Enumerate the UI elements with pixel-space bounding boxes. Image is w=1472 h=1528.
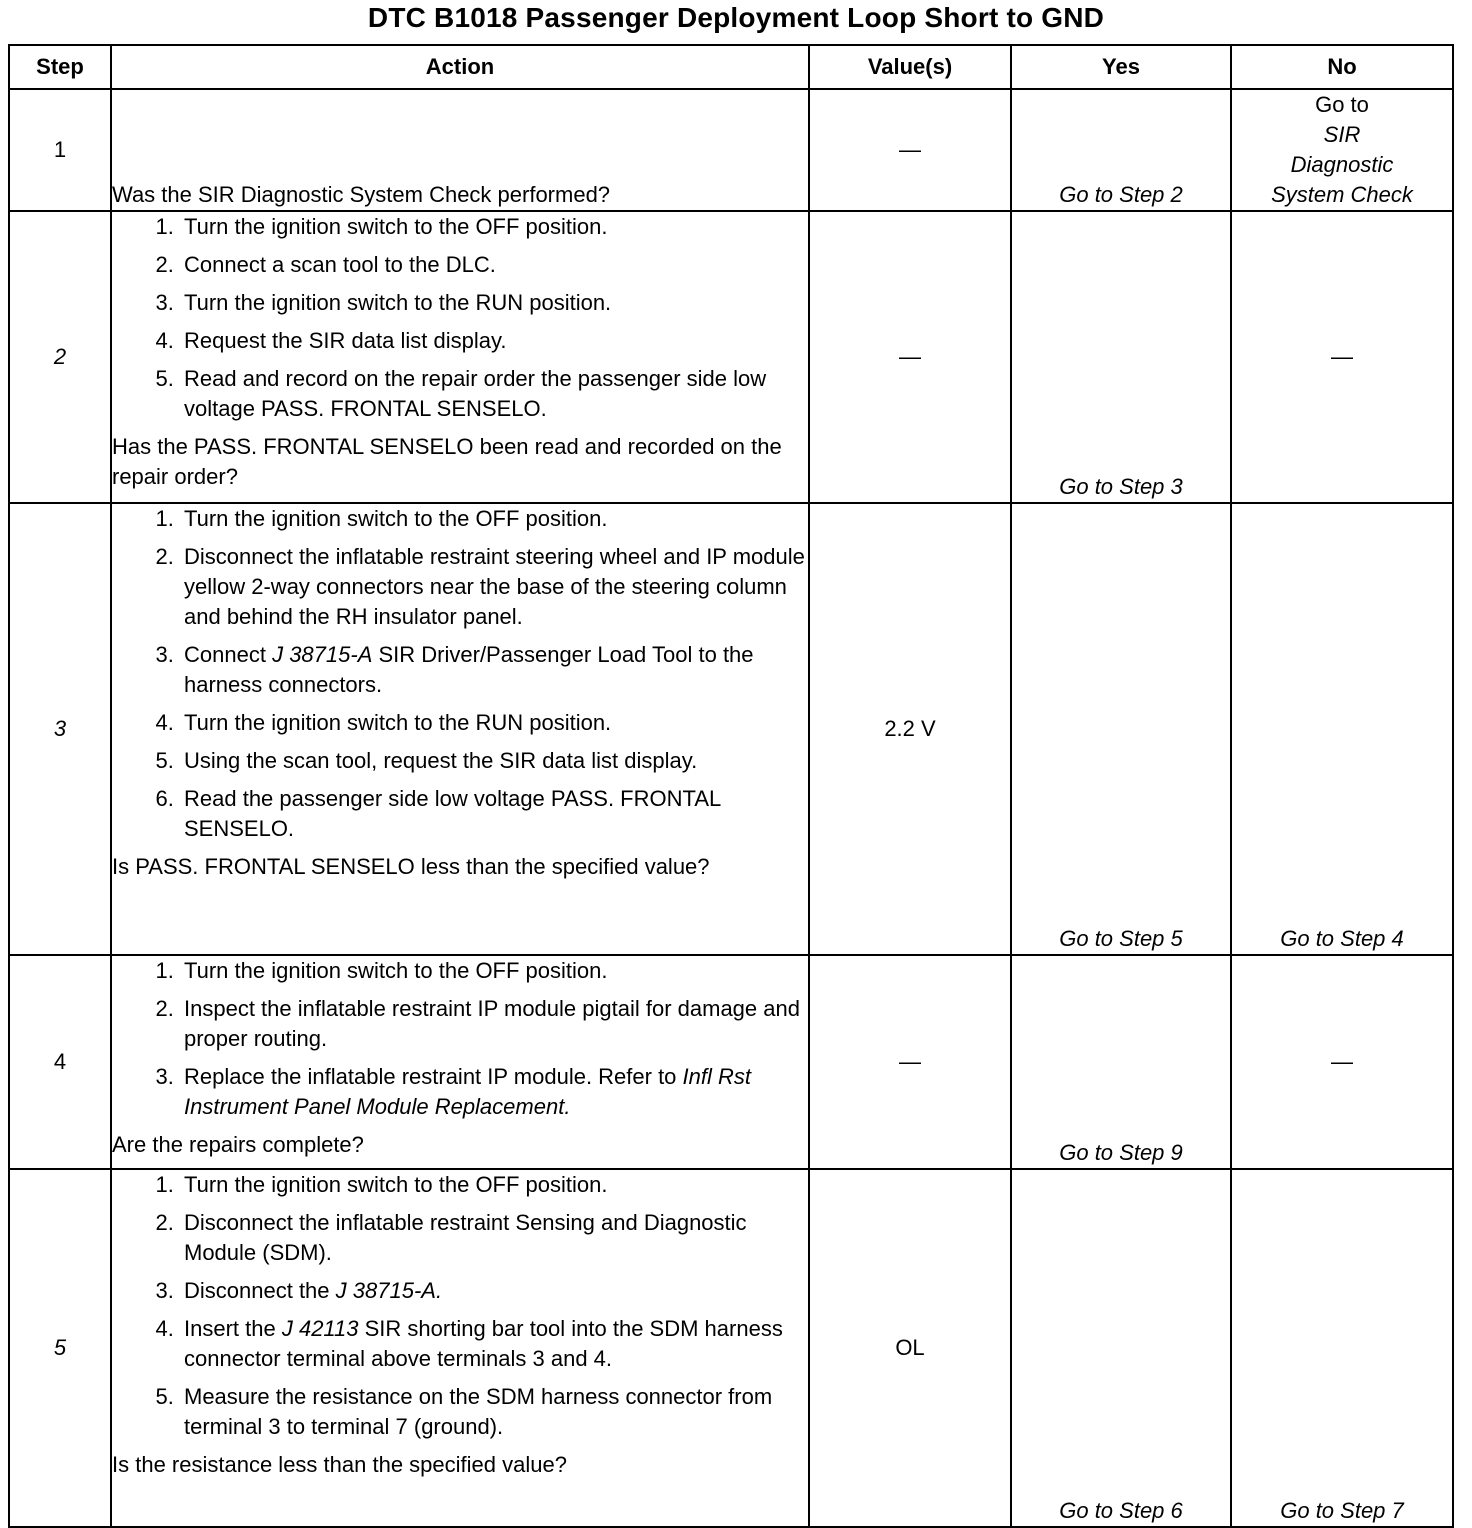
action-text: Disconnect the <box>184 1278 330 1303</box>
action-cell <box>111 955 809 1169</box>
tool-reference: J 42113 <box>281 1316 359 1341</box>
action-step: 2. Inspect the inflatable restraint IP module pigtail for damage and proper routing. <box>180 994 808 1054</box>
no-prefix: Go to <box>1315 92 1369 117</box>
action-steps <box>112 1170 808 1442</box>
action-step: 1. Turn the ignition switch to the OFF position. <box>180 212 808 242</box>
action-step: 5. Read and record on the repair order the passenger side low voltage PASS. FRONTAL SENSELO. <box>180 364 808 424</box>
question-text: Was the SIR Diagnostic System Check performed? <box>112 182 611 207</box>
table-row <box>9 503 1453 955</box>
action-text: SIR shorting bar tool into the SDM harness connector terminal above terminals 3 and 4. <box>184 1316 783 1371</box>
action-text: Connect <box>184 642 266 667</box>
action-steps <box>112 504 808 844</box>
question-text: Are the repairs complete? <box>112 1132 364 1157</box>
action-step: 5. Measure the resistance on the SDM harness connector from terminal 3 to terminal 7 (ground). <box>180 1382 808 1442</box>
action-step: 2. Disconnect the inflatable restraint steering wheel and IP module yellow 2-way connectors near the base of the steering column and behind the RH insulator panel. <box>180 542 808 632</box>
table-row <box>9 89 1453 211</box>
header-step: Step <box>9 45 111 89</box>
action-step: 1. Turn the ignition switch to the OFF position. <box>180 956 808 986</box>
header-yes: Yes <box>1011 45 1231 89</box>
action-step <box>180 1062 808 1122</box>
step-number: 1 <box>9 89 111 211</box>
yes-cell: Go to Step 2 <box>1011 89 1231 211</box>
action-step: 4. Request the SIR data list display. <box>180 326 808 356</box>
step-number: 5 <box>9 1169 111 1527</box>
no-ref: SIR <box>1323 122 1361 147</box>
header-row <box>9 45 1453 89</box>
no-cell: Go to Step 4 <box>1231 503 1453 955</box>
step-number: 2 <box>9 211 111 503</box>
action-cell <box>111 503 809 955</box>
action-step: 6. Read the passenger side low voltage PASS. FRONTAL SENSELO. <box>180 784 808 844</box>
value-cell: 2.2 V <box>809 503 1011 955</box>
diagnostic-table <box>8 44 1454 1528</box>
page-title: DTC B1018 Passenger Deployment Loop Short to GND <box>367 2 1105 33</box>
action-cell <box>111 1169 809 1527</box>
yes-cell: Go to Step 6 <box>1011 1169 1231 1527</box>
action-text: Replace the inflatable restraint IP module. Refer to <box>184 1064 677 1089</box>
action-step: 1. Turn the ignition switch to the OFF position. <box>180 1170 808 1200</box>
value-cell: OL <box>809 1169 1011 1527</box>
action-step: 3. Turn the ignition switch to the RUN position. <box>180 288 808 318</box>
no-cell <box>1231 89 1453 211</box>
table-row <box>9 955 1453 1169</box>
header-action: Action <box>111 45 809 89</box>
no-cell: — <box>1231 955 1453 1169</box>
no-cell: — <box>1231 211 1453 503</box>
value-cell: — <box>809 211 1011 503</box>
action-steps <box>112 212 808 424</box>
action-step <box>180 640 808 700</box>
action-step: 5. Using the scan tool, request the SIR data list display. <box>180 746 808 776</box>
yes-cell: Go to Step 9 <box>1011 955 1231 1169</box>
action-step: 4. Turn the ignition switch to the RUN position. <box>180 708 808 738</box>
action-step: 2. Connect a scan tool to the DLC. <box>180 250 808 280</box>
action-cell <box>111 89 809 211</box>
tool-reference: J 38715-A <box>272 642 373 667</box>
action-steps <box>112 956 808 1122</box>
question-text: Has the PASS. FRONTAL SENSELO been read and recorded on the repair order? <box>112 434 782 489</box>
action-text: SIR Driver/Passenger Load Tool to the harness connectors. <box>184 642 754 697</box>
no-ref: System Check <box>1271 182 1413 207</box>
yes-cell: Go to Step 5 <box>1011 503 1231 955</box>
question-text: Is PASS. FRONTAL SENSELO less than the specified value? <box>112 854 710 879</box>
step-number: 4 <box>9 955 111 1169</box>
value-cell: — <box>809 89 1011 211</box>
no-cell: Go to Step 7 <box>1231 1169 1453 1527</box>
header-values: Value(s) <box>809 45 1011 89</box>
action-step <box>180 1314 808 1374</box>
action-step <box>180 1276 808 1306</box>
step-number: 3 <box>9 503 111 955</box>
action-text: Insert the <box>184 1316 276 1341</box>
action-step: 2. Disconnect the inflatable restraint Sensing and Diagnostic Module (SDM). <box>180 1208 808 1268</box>
table-row <box>9 1169 1453 1527</box>
tool-reference: J 38715-A. <box>335 1278 443 1303</box>
table-row <box>9 211 1453 503</box>
question-text: Is the resistance less than the specified value? <box>112 1452 567 1477</box>
action-step: 1. Turn the ignition switch to the OFF position. <box>180 504 808 534</box>
no-ref: Diagnostic <box>1290 152 1394 177</box>
manual-reference: Infl Rst Instrument Panel Module Replacement. <box>184 1064 752 1119</box>
header-no: No <box>1231 45 1453 89</box>
yes-cell: Go to Step 3 <box>1011 211 1231 503</box>
value-cell: — <box>809 955 1011 1169</box>
action-cell <box>111 211 809 503</box>
